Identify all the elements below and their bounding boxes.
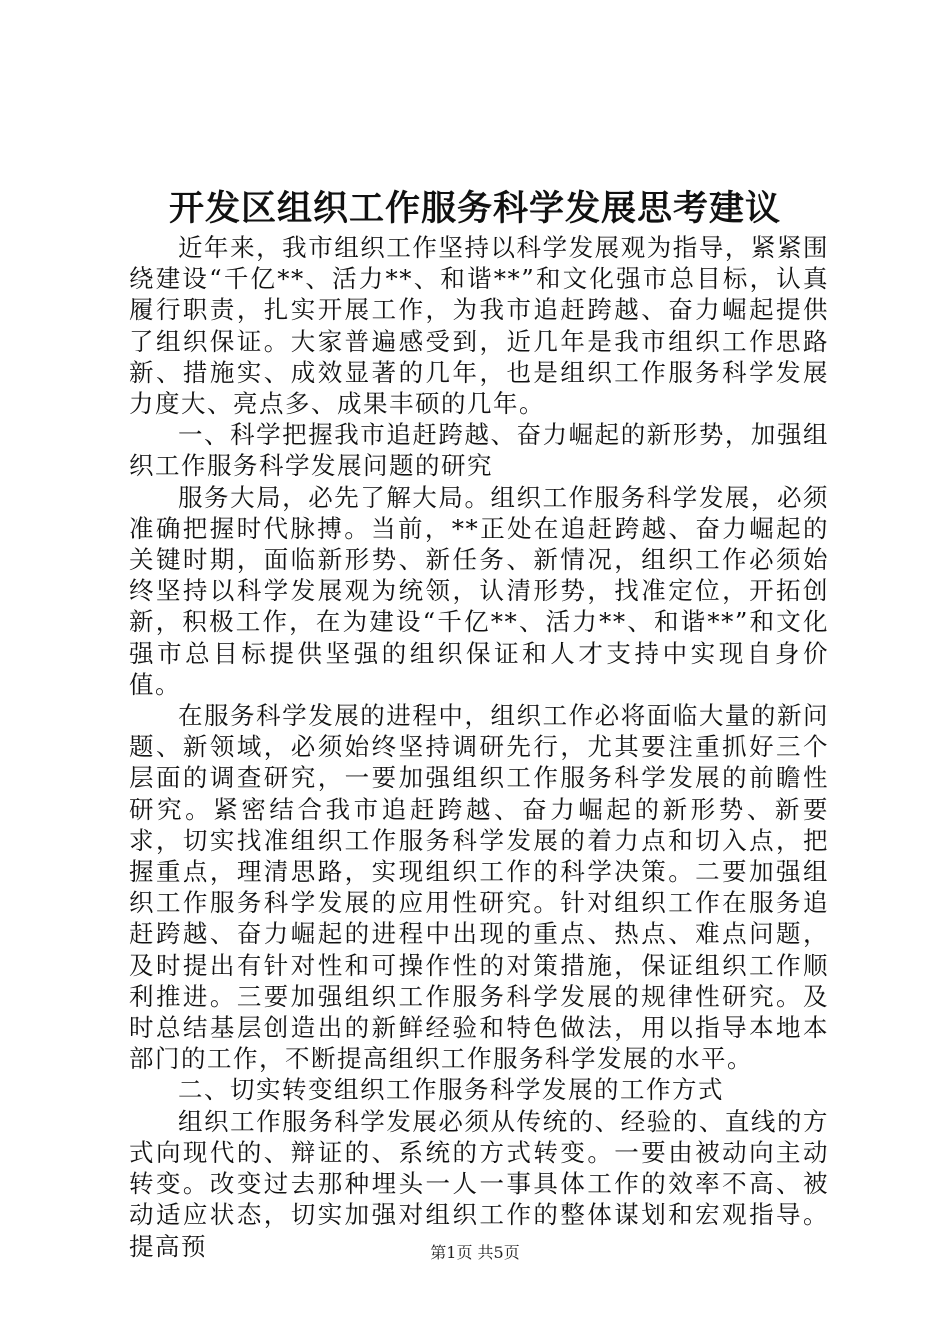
paragraph-section-1b: 在服务科学发展的进程中，组织工作必将面临大量的新问题、新领域，必须始终坚持调研先行，尤其要注重抓好三个层面的调查研究，一要加强组织工作服务科学发展的前瞻性研究。紧密结合我市追赶跨越、奋力崛起的新形势、新要求，切实找准组织工作服务科学发展的着力点和切入点，把握重点，理清思路，实现组织工作的科学决策。二要加强组织工作服务科学发展的应用性研究。针对组织工作在服务追赶跨越、奋力崛起的进程中出现的重点、热点、难点问题，及时提出有针对性和可操作性的对策措施，保证组织工作顺利推进。三要加强组织工作服务科学发展的规律性研究。及时总结基层创造出的新鲜经验和特色做法，用以指导本地本部门的工作，不断提高组织工作服务科学发展的水平。	[129, 701, 829, 1074]
paragraph-section-2a: 组织工作服务科学发展必须从传统的、经验的、直线的方式向现代的、辩证的、系统的方式转变。一要由被动向主动转变。改变过去那种埋头一人一事具体工作的效率不高、被动适应状态，切实加强对组织工作的整体谋划和宏观指导。提高预	[129, 1106, 829, 1261]
paragraph-section-1a: 服务大局，必先了解大局。组织工作服务科学发展，必须准确把握时代脉搏。当前，**正处在追赶跨越、奋力崛起的关键时期，面临新形势、新任务、新情况，组织工作必须始终坚持以科学发展观为统领，认清形势，找准定位，开拓创新，积极工作，在为建设“千亿**、活力**、和谐**”和文化强市总目标提供坚强的组织保证和人才支持中实现自身价值。	[129, 482, 829, 699]
section-heading-2: 二、切实转变组织工作服务科学发展的工作方式	[178, 1075, 724, 1105]
page-number-footer: 第1页 共5页	[430, 1243, 520, 1262]
paragraph-intro: 近年来，我市组织工作坚持以科学发展观为指导，紧紧围绕建设“千亿**、活力**、和谐**”和文化强市总目标，认真履行职责，扎实开展工作，为我市追赶跨越、奋力崛起提供了组织保证。大家普遍感受到，近几年是我市组织工作思路新、措施实、成效显著的几年，也是组织工作服务科学发展力度大、亮点多、成果丰硕的几年。	[129, 233, 829, 419]
document-body	[129, 232, 829, 1262]
document-title: 开发区组织工作服务科学发展思考建议	[168, 188, 781, 229]
section-heading-1: 一、科学把握我市追赶跨越、奋力崛起的新形势，加强组织工作服务科学发展问题的研究	[129, 420, 829, 481]
